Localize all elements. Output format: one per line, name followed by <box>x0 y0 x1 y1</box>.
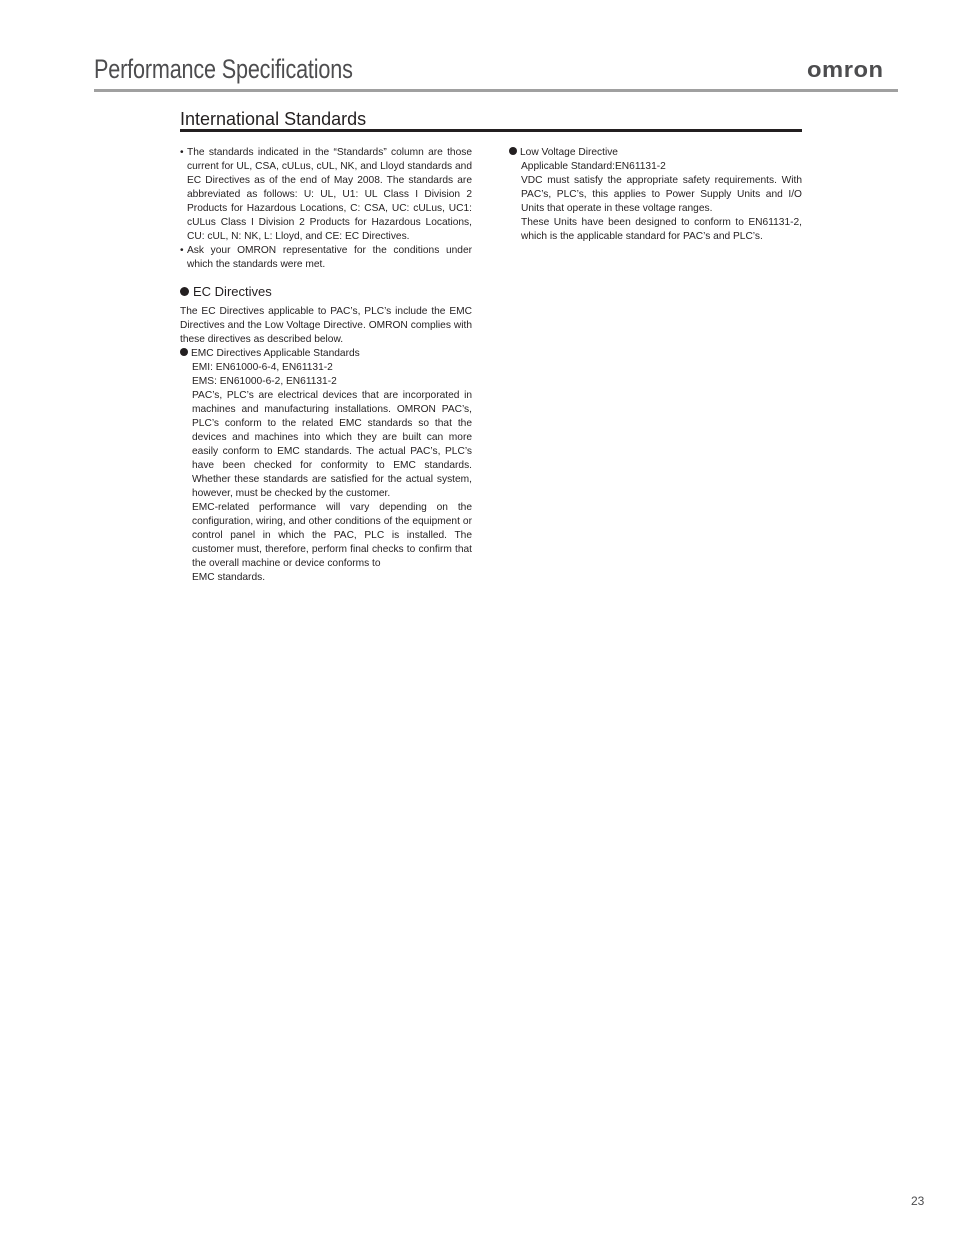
page-number: 23 <box>911 1194 925 1208</box>
low-voltage-paragraph-1: VDC must satisfy the appropriate safety requirements. With PAC’s, PLC’s, this applies to Power Supply Units and I/O Units that operate in these voltage ranges. <box>521 175 802 214</box>
standards-note-text: The standards indicated in the “Standards” column are those current for UL, CSA, cULus, cUL, NK, and Lloyd standards and EC Directives as of the end of May 2008. The standards are abbreviated as follows: U: UL, U1: UL Class I Division 2 Products for Hazardous Locations, C: CSA, UC: cULus, UC1: cULus Class I Division 2 Products for Hazardous Locations, CU: cUL, N: NK, L: Lloyd, and CE: EC Directives. <box>187 147 472 242</box>
filled-circle-icon <box>180 348 188 356</box>
conditions-note-text: Ask your OMRON representative for the conditions under which the standards were met. <box>187 245 472 270</box>
emc-paragraph-2-end: EMC standards. <box>192 572 266 583</box>
conditions-note <box>180 244 472 272</box>
section-title: International Standards <box>180 109 367 129</box>
omron-logo: omron <box>807 57 884 82</box>
bullet-mark: • <box>180 147 184 158</box>
low-voltage-details <box>509 160 802 244</box>
bullet-mark: • <box>180 245 184 256</box>
emc-paragraph-1: PAC’s, PLC’s are electrical devices that are incorporated in machines and manufacturing installations. OMRON PAC’s, PLC’s conform to the related EMC standards so that the devices and machines into which they are built can more easily conform to EMC standards. The actual PAC’s, PLC’s have been checked for conformity to EMC standards. Whether these standards are satisfied for the actual system, however, must be checked by the customer. <box>192 390 472 499</box>
ec-directives-heading <box>180 284 472 300</box>
ec-directives-heading-text: EC Directives <box>193 284 272 299</box>
left-column <box>180 146 472 585</box>
ems-standards: EMS: EN61000-6-2, EN61131-2 <box>192 376 337 387</box>
filled-circle-icon <box>509 147 517 155</box>
emc-heading-text: EMC Directives Applicable Standards <box>191 348 360 359</box>
low-voltage-heading <box>509 146 802 160</box>
page-title: Performance Specifications <box>94 54 353 84</box>
low-voltage-heading-text: Low Voltage Directive <box>520 147 618 158</box>
filled-circle-icon <box>180 287 189 296</box>
emc-paragraph-2: EMC-related performance will vary depending on the configuration, wiring, and other conditions of the equipment or control panel in which the PAC, PLC is installed. The customer must, therefore, perform final checks to confirm that the overall machine or device conforms to <box>192 502 472 569</box>
emi-standards: EMI: EN61000-6-4, EN61131-2 <box>192 362 333 373</box>
ec-intro: The EC Directives applicable to PAC’s, PLC’s include the EMC Directives and the Low Voltage Directive. OMRON complies with these directives as described below. <box>180 306 472 345</box>
applicable-standard: Applicable Standard:EN61131-2 <box>521 161 666 172</box>
emc-details <box>180 361 472 585</box>
low-voltage-paragraph-2: These Units have been designed to conform to EN61131-2, which is the applicable standard for PAC’s and PLC’s. <box>521 217 802 242</box>
emc-heading <box>180 347 472 361</box>
right-column <box>509 146 802 244</box>
standards-note <box>180 146 472 244</box>
section-divider <box>180 129 802 132</box>
header-divider <box>94 89 898 92</box>
